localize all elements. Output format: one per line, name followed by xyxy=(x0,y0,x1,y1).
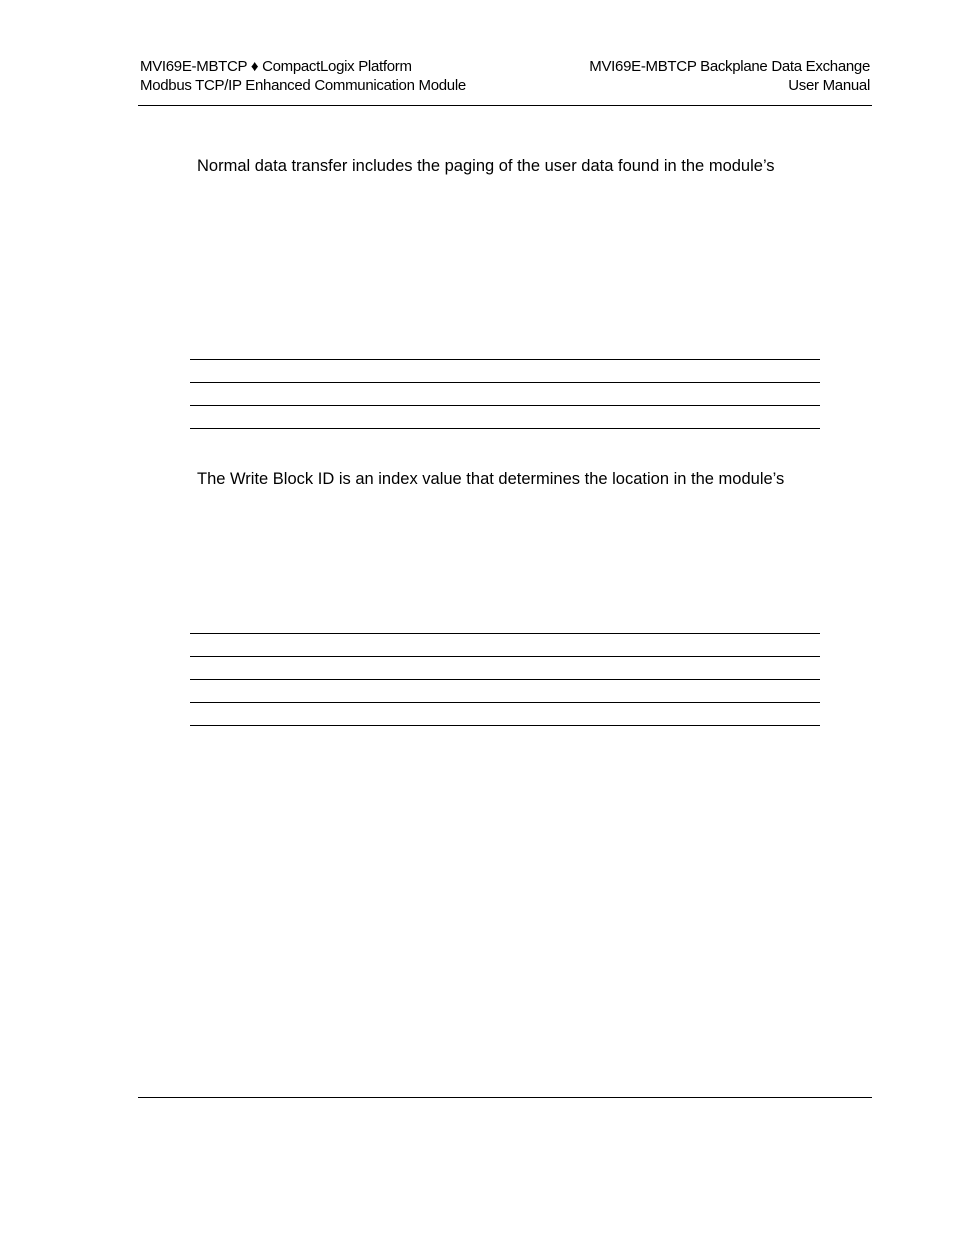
table-bottom-rule xyxy=(190,428,820,429)
header-divider xyxy=(138,105,872,106)
page-header-left xyxy=(140,57,466,95)
table-row-divider xyxy=(190,382,820,383)
header-product-title: MVI69E-MBTCP ♦ CompactLogix Platform xyxy=(140,58,412,75)
table-row-divider xyxy=(190,656,820,657)
body-paragraph-data-transfer: Normal data transfer includes the paging of the user data found in the module’s xyxy=(197,157,775,175)
table-row-divider xyxy=(190,633,820,634)
page-header-right xyxy=(589,57,870,95)
header-document-type: User Manual xyxy=(788,77,870,94)
table-row-divider xyxy=(190,359,820,360)
header-product-subtitle: Modbus TCP/IP Enhanced Communication Module xyxy=(140,77,466,94)
header-chapter-title: MVI69E-MBTCP Backplane Data Exchange xyxy=(589,58,870,75)
table-1 xyxy=(190,359,820,429)
footer-divider xyxy=(138,1097,872,1098)
table-bottom-rule xyxy=(190,725,820,726)
table-row-divider xyxy=(190,702,820,703)
table-2 xyxy=(190,633,820,726)
body-paragraph-write-block-id: The Write Block ID is an index value that determines the location in the module’s xyxy=(197,470,785,488)
table-row-divider xyxy=(190,679,820,680)
table-row-divider xyxy=(190,405,820,406)
